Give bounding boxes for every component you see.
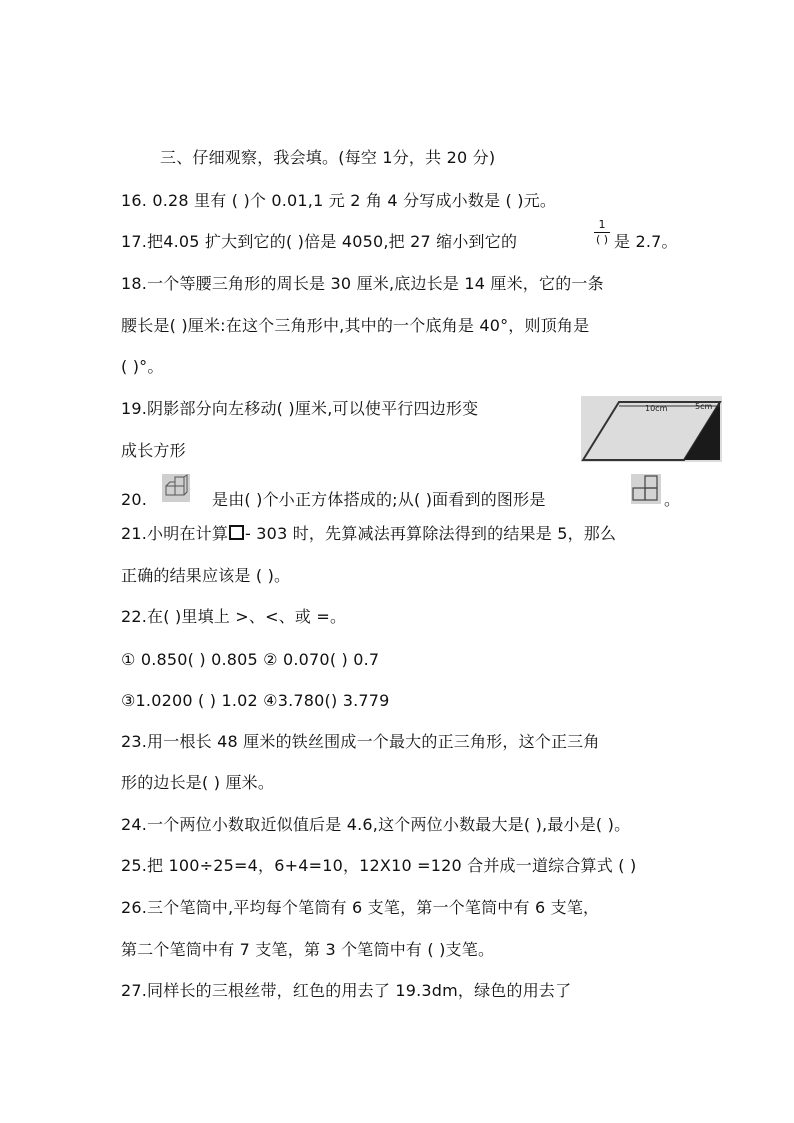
fraction (592, 219, 612, 261)
fraction-numerator: 1 (598, 218, 606, 231)
question-16: 16. 0.28 里有 ( )个 0.01,1 元 2 角 4 分写成小数是 ( )元。 (121, 191, 557, 210)
figure-label-5cm: 5cm (695, 402, 713, 411)
question-27: 27.同样长的三根丝带，红色的用去了 19.3dm，绿色的用去了 (121, 981, 572, 1000)
question-21-line2: 正确的结果应该是 ( )。 (121, 566, 291, 585)
question-22: 22.在( )里填上 >、<、或 =。 (121, 607, 347, 626)
blank-box-icon (229, 525, 244, 540)
cubes-figure (162, 474, 190, 502)
question-21-line1 (121, 524, 616, 544)
question-17-tail: 是 2.7。 (614, 232, 678, 251)
question-18-line1: 18.一个等腰三角形的周长是 30 厘米,底边长是 14 厘米，它的一条 (121, 274, 604, 293)
parallelogram-figure (581, 396, 722, 462)
question-19-line1: 19.阴影部分向左移动( )厘米,可以使平行四边形变 (121, 399, 479, 418)
parallelogram-figure-svg (581, 396, 722, 462)
question-17 (121, 232, 517, 252)
question-20-text: 是由( )个小正方体搭成的;从( )面看到的图形是 (212, 490, 546, 509)
cubes-figure-svg (162, 474, 190, 502)
view-figure (631, 474, 661, 504)
question-21-end: - 303 时，先算减法再算除法得到的结果是 5，那么 (245, 524, 617, 543)
question-17-text: 17.把4.05 扩大到它的( )倍是 4050,把 27 缩小到它的 (121, 232, 518, 251)
question-20-number: 20. (121, 490, 148, 509)
question-21-start: 21.小明在计算 (121, 524, 229, 543)
question-18-line2: 腰长是( )厘米:在这个三角形中,其中的一个底角是 40°，则顶角是 (121, 316, 590, 335)
fraction-denominator: ( ) (595, 233, 609, 246)
question-26-line1: 26.三个笔筒中,平均每个笔筒有 6 支笔，第一个笔筒中有 6 支笔， (121, 898, 600, 917)
question-26-line2: 第二个笔筒中有 7 支笔，第 3 个笔筒中有 ( )支笔。 (121, 940, 495, 959)
view-figure-svg (631, 474, 661, 504)
question-22-row1: ① 0.850( ) 0.805 ② 0.070( ) 0.7 (121, 650, 380, 669)
question-19-line2: 成长方形 (121, 441, 186, 460)
figure-label-10cm: 10cm (645, 404, 668, 413)
question-24: 24.一个两位小数取近似值后是 4.6,这个两位小数最大是( ),最小是( )。 (121, 815, 631, 834)
question-22-row2: ③1.0200 ( ) 1.02 ④3.780() 3.779 (121, 691, 390, 710)
question-23-line2: 形的边长是( ) 厘米。 (121, 773, 275, 792)
section-title: 三、仔细观察，我会填。(每空 1分，共 20 分) (160, 148, 496, 167)
question-18-line3: ( )°。 (121, 357, 164, 376)
question-25: 25.把 100÷25=4，6+4=10，12X10 =120 合并成一道综合算式 ( ) (121, 856, 637, 875)
question-23-line1: 23.用一根长 48 厘米的铁丝围成一个最大的正三角形，这个正三角 (121, 732, 600, 751)
question-20-end: 。 (664, 490, 681, 509)
